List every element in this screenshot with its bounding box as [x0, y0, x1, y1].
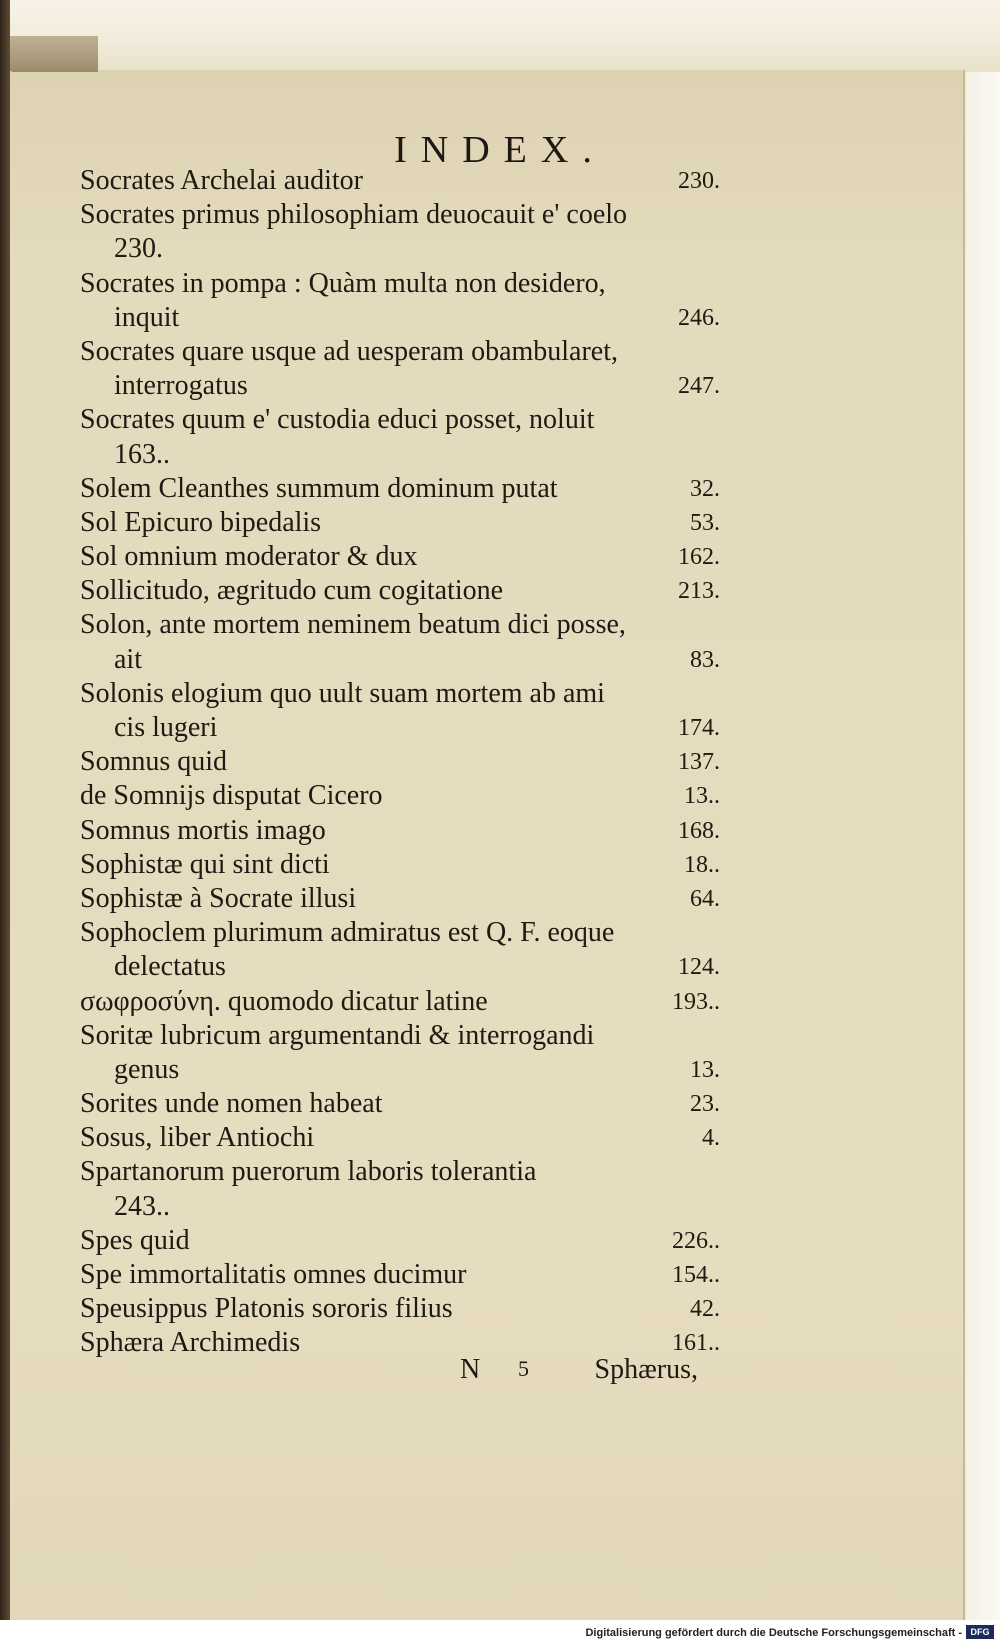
index-entry [80, 198, 720, 266]
entry-page-number: 13. [690, 1056, 720, 1083]
index-entry [80, 985, 720, 1019]
entry-text: 163.. [114, 438, 170, 470]
page-title: INDEX. [394, 129, 606, 171]
index-entry [80, 1292, 720, 1326]
index-entry [80, 779, 720, 813]
entry-text: Speusippus Platonis sororis filius [80, 1293, 453, 1325]
binding-strip [8, 36, 98, 72]
entry-line [80, 677, 720, 711]
entry-text: Sophistæ à Socrate illusi [80, 882, 357, 914]
index-entry [80, 1121, 720, 1155]
entry-page-number: 64. [690, 885, 720, 912]
entry-page-number: 213. [678, 578, 720, 605]
entry-text: interrogatus [114, 370, 248, 402]
entry-line [80, 608, 720, 642]
entry-line [80, 540, 720, 574]
entry-continuation-line [80, 369, 720, 403]
index-entry [80, 164, 720, 198]
entry-line [80, 882, 720, 916]
index-list [80, 164, 720, 1361]
catchline [460, 1354, 710, 1388]
entry-line [80, 916, 720, 950]
entry-line [80, 1292, 720, 1326]
index-entry [80, 745, 720, 779]
entry-text: Sophistæ qui sint dicti [80, 848, 330, 880]
entry-text: 230. [114, 233, 163, 265]
entry-page-number: 124. [678, 954, 720, 981]
index-entry [80, 677, 720, 745]
entry-text: Sorites unde nomen habeat [80, 1088, 383, 1120]
entry-text: Spartanorum puerorum laboris tolerantia [80, 1156, 537, 1188]
entry-text: Solonis elogium quo uult suam mortem ab ami [80, 677, 605, 709]
index-entry [80, 506, 720, 540]
entry-page-number: 246. [678, 304, 720, 331]
entry-page-number: 193.. [672, 988, 720, 1015]
gutter-shadow [0, 0, 10, 1620]
index-entry [80, 1087, 720, 1121]
entry-line [80, 1019, 720, 1053]
index-entry [80, 540, 720, 574]
entry-text: cis lugeri [114, 712, 218, 743]
index-entry [80, 267, 720, 335]
entry-text: Solon, ante mortem neminem beatum dici posse, [80, 609, 626, 641]
entry-page-number: 83. [690, 646, 720, 673]
entry-text: Sollicitudo, ægritudo cum cogitatione [80, 575, 504, 607]
signature-number: 5 [518, 1356, 529, 1381]
index-entry [80, 882, 720, 916]
entry-continuation-line [80, 301, 720, 335]
entry-text: Sphæra Archimedis [80, 1327, 301, 1359]
entry-line [80, 267, 720, 301]
entry-line [80, 848, 720, 882]
index-entry [80, 1155, 720, 1223]
entry-page-number: 137. [678, 749, 720, 776]
entry-text: Sol Epicuro bipedalis [80, 506, 322, 538]
entry-page-number: 32. [690, 475, 720, 502]
entry-text: Sophoclem plurimum admiratus est Q. F. eoque [80, 917, 615, 949]
entry-line [80, 472, 720, 506]
index-entry [80, 472, 720, 506]
entry-line [80, 985, 720, 1019]
entry-continuation-line [80, 232, 720, 266]
entry-text: de Somnijs disputat Cicero [80, 780, 383, 812]
entry-continuation-line [80, 438, 720, 472]
index-entry [80, 1224, 720, 1258]
funding-credit: Digitalisierung gefördert durch die Deutsche Forschungsgemeinschaft - [585, 1627, 962, 1639]
entry-text: Solem Cleanthes summum dominum putat [80, 472, 558, 504]
entry-continuation-line [80, 1190, 720, 1224]
entry-text: Sosus, liber Antiochi [80, 1122, 315, 1154]
entry-line [80, 1087, 720, 1121]
entry-text: Somnus quid [80, 746, 228, 778]
entry-text: Socrates quum e' custodia educi posset, noluit [80, 404, 595, 436]
entry-page-number: 161.. [672, 1330, 720, 1357]
entry-text: ait [114, 643, 142, 675]
dfg-logo: DFG [966, 1625, 994, 1639]
entry-page-number: 226.. [672, 1227, 720, 1254]
entry-page-number: 13.. [684, 783, 720, 810]
entry-line [80, 1155, 720, 1189]
entry-text: Socrates quare usque ad uesperam obambularet, [80, 335, 619, 367]
entry-page-number: 23. [690, 1091, 720, 1118]
entry-page-number: 247. [678, 373, 720, 400]
entry-page-number: 18.. [684, 851, 720, 878]
entry-text: 243.. [114, 1190, 170, 1222]
entry-page-number: 230. [678, 168, 720, 194]
index-entry [80, 574, 720, 608]
entry-text: Socrates in pompa : Quàm multa non desidero, [80, 267, 606, 299]
book-top-edge [0, 0, 1000, 72]
entry-line [80, 198, 720, 232]
entry-line [80, 1121, 720, 1155]
entry-line [80, 403, 720, 437]
entry-text: inquit [114, 301, 180, 333]
entry-line [80, 506, 720, 540]
entry-line [80, 1258, 720, 1292]
entry-line [80, 814, 720, 848]
entry-line [80, 164, 720, 198]
entry-line [80, 745, 720, 779]
entry-page-number: 42. [690, 1296, 720, 1323]
entry-line [80, 574, 720, 608]
entry-continuation-line [80, 711, 720, 745]
entry-page-number: 53. [690, 509, 720, 536]
entry-page-number: 174. [678, 715, 720, 741]
entry-text: genus [114, 1053, 180, 1085]
entry-line [80, 1224, 720, 1258]
index-entry [80, 335, 720, 403]
index-entry [80, 916, 720, 984]
index-entry [80, 848, 720, 882]
entry-line [80, 779, 720, 813]
footer-bar [0, 1620, 1000, 1646]
index-entry [80, 1019, 720, 1087]
index-entry [80, 608, 720, 676]
index-entry [80, 1258, 720, 1292]
entry-page-number: 154.. [672, 1262, 720, 1288]
entry-page-number: 4. [702, 1125, 720, 1152]
index-entry [80, 403, 720, 471]
index-entry [80, 814, 720, 848]
entry-continuation-line [80, 643, 720, 677]
entry-text: Socrates Archelai auditor [80, 165, 364, 196]
entry-continuation-line [80, 1053, 720, 1087]
entry-text: Socrates primus philosophiam deuocauit e' coelo [80, 199, 628, 231]
entry-text: Soritæ lubricum argumentandi & interrogandi [80, 1019, 595, 1051]
signature-mark: N [460, 1354, 481, 1385]
entry-text: Spes quid [80, 1224, 190, 1256]
entry-text: delectatus [114, 951, 226, 983]
entry-continuation-line [80, 950, 720, 984]
entry-text: Spe immortalitatis omnes ducimur [80, 1259, 467, 1290]
entry-text: Somnus mortis imago [80, 814, 326, 846]
entry-page-number: 168. [678, 817, 720, 844]
entry-text: σωφροσύνη. quomodo dicatur latine [80, 985, 488, 1017]
entry-line [80, 335, 720, 369]
catchword: Sphærus, [594, 1354, 698, 1385]
entry-page-number: 162. [678, 544, 720, 571]
entry-text: Sol omnium moderator & dux [80, 541, 418, 573]
